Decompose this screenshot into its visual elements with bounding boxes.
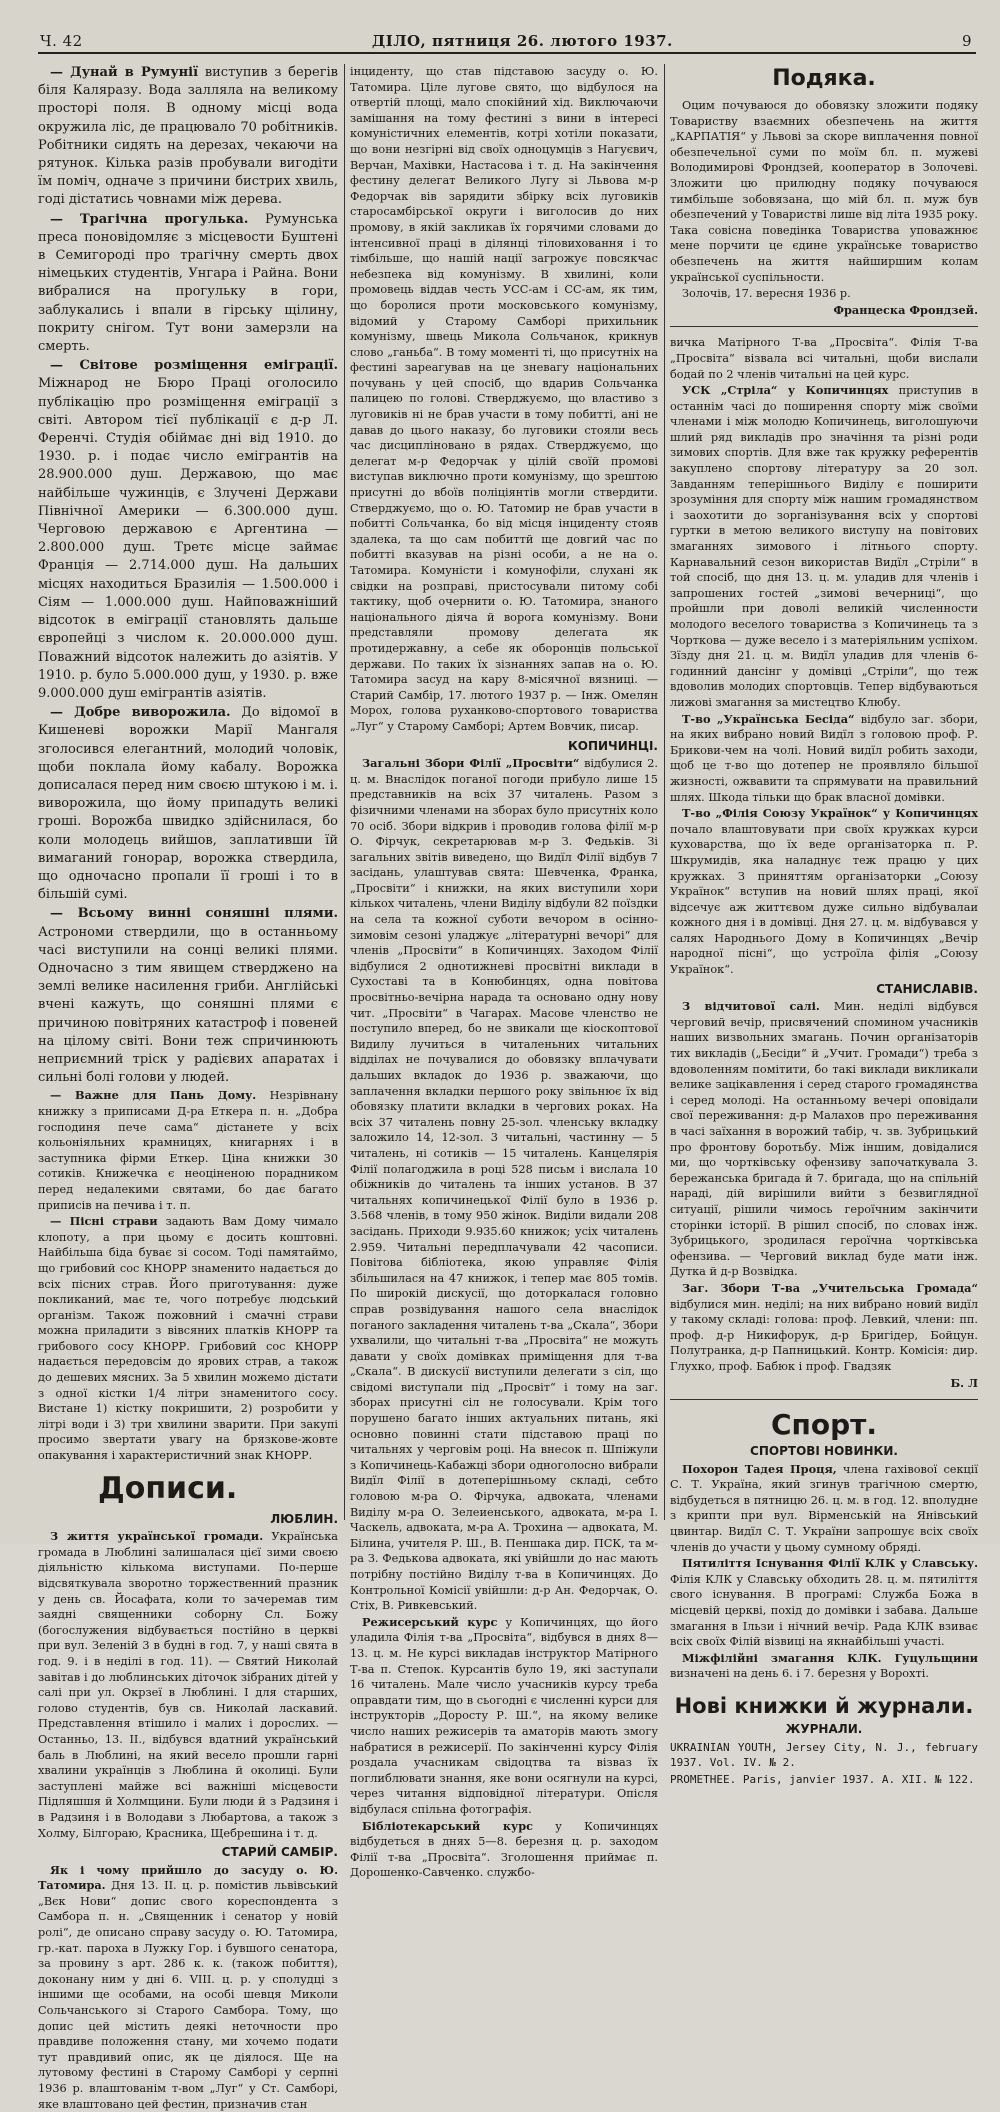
article-head: Загальні Збори Філії „Просвіти“ (362, 756, 580, 771)
thanks-signature: Францеска Фрондзей. (833, 302, 978, 317)
article-sambir-continued: інциденту, що став підставою засуду о. Ю. Татомира. Ціле лугове свято, що відбулося на отвертій площі, мало спокійний хід. Виключаючи замішання на тому фестині з вини в інтересі комуністичних елементів, котрі хотіли показати, що вони незгірні від своїх одноцумців з Нагуєвич, Верчан, Махівки, Настасова і т. д. На закінчення фестину делегат Великого Лугу зі Львова м-р Федорчак вів зарядити збірку всіх луговиків старосамбірської округи і виголосив до них промову, в якій закликав їх горячими словами до інтенсивної праці в ділянці тіловиховання і то тімбільше, що нашій нації загрожує повсякчас небезпека від комунізму. В хвилині, коли промовець віддав честь УСС-ам і СС-ам, як тим, що боролися проти московського комунізму, відомий у Старому Самборі прихильник комунізму, швець Микола Сольчанок, крикнув слово „ганьба“. В тому моменті ті, що присутніх на фестині зареагував на це зневагу національних почувань у цей спосіб, що вдарив Сольчанка палицею по голові. Стверджуємо, що властиво з луговиків ні не брав участи в тому побитті, ані не давав до цього наказу, бо луговики стояли весь час дисципліновано в рядах. Стверджуємо, що делегат м-р Федорчак у цілій своїй промові виступав виключно проти комунізму, що зрештою присутні до вбоїв поліціянтів могли ствердити. Стверджуємо, що о. Ю. Татомир не брав участи в побитті Сольчанка, бо від місця інциденту стояв здалека, та що сам побиттй ще довгий час по побитті вказував на різні особи, а не на о. Татомира. Комуністи і комунофіли, слухані як свідки на розправі, пристосували питому собі тактику, щоб очернити о. Ю. Татомира, знаного національного діяча й ворога комунізму. Вони представляли промову делегата як протидержавну, а себе як оборонців польської держави. По таких їх зізнаннях запав на о. Ю. Татомира засуд на кару 8-місячної вязниці. — Старий Самбір, 17. лютого 1937 р. — Інж. Омелян Морох, голова руханково-спортового товариства „Луг“ у Старому Самборі; Артем Вовчик, писар. (350, 65, 658, 733)
section-title-books: Нові книжки й журнали. (674, 1694, 974, 1718)
article-head: Похорон Тадея Проця, (682, 1461, 837, 1476)
news-head: — Всьому винні соняшні плями. (50, 906, 338, 922)
masthead (40, 30, 972, 52)
sport-news-item (670, 1462, 978, 1556)
article-text: Мин. неділі відбувся черговий вечір, присвячений спомином учасників наших визвольних змагань. Почин організаторів тих викладів („Бесіди“ й „Учит. Громади“) треба з вдоволенням помітити, бо такі виклади викликали велике зацікавлення і серед старого громадянства і серед молоді. На останньому вечері оповідали свої переживання: д-р Малахов про переживання в часі заїхання в ворожий табір, ч. зв. Зубрицький про фронтову боротьбу. Між іншим, довідалися ми, що чортківську офензиву започаткувала 3. бережанська бригада й 7. бригада, що на спільній нараді, дій вирішили вийти з безвиглядної ситуації, рішили чимось героїчним закінчити сторінки історії. В рішил спосіб, по словах інж. Зубрицького, зродилася героїчна чортківська офензива. — Черговий виклад буде мати інж. Дутка й д-р Возвідка. (670, 1000, 979, 1279)
sport-subtitle: СПОРТОВІ НОВИНКИ. (750, 1444, 898, 1459)
article-text: приступив в останнім часі до поширення спорту між своїми членами і між молодю Копичинець, виголошуючи шлий ряд викладів про значіння та різні роди зимових спортів. Для вже так кружку референтів закуплено спортову літературу за 20 зол. Завданням теперішнього Виділу є поширити зрозуміння для спорту між нашим громадянством і заохотити до зорганізування всіх у спортові гуртки в метою великого виступу на повітових змаганнях зимового і літнього спорту. Карнавальний сезон використав Видїл „Стріли“ в той спосіб, що дня 13. ц. м. уладив для членів і запрошених гостей „зимові вечерниці“, що пройшли при доволі великій численности молодого веселого товариства з Копичинець та з Чорткова — дуже весело і з матеріяльним успіхом. Зїзду дня 21. ц. м. Видїл уладив для членів 6-годинний дансінг у домівці „Стріли“, що теж вдоволив молодих спортовців. Тепер відбуваються лижові змагання за мистецтво Клюбу. (670, 384, 979, 709)
article-usk-strila (670, 383, 978, 710)
divider (670, 326, 978, 327)
article-text: Дня 13. II. ц. р. помістив львівський „Вєк Нови“ допис свого кореспондента з Самбора п. н. „Священник і сенатор у новій ролі“, де описано справу засуду о. Ю. Татомира, гр.-кат. пароха в Лужку Гор. і бувшого сенатора, за провину з арт. 286 к. к. (також побиття), доконану ним у дні 6. VIII. ц. р. у сполудці з іншими ще особами, на особі шевця Миколи Сольчанського зі Старого Самбора. Тому, що допис цей містить деякі неточности про правдиве положення стану, ми хочемо подати тут правдивий опис, як це діялося. Ще на лутовому фестині в Старому Самборі у серпні 1936 р. влаштованім т-вом „Луг“ у Ст. Самборі, яке влаштовано цей фестин, призначив стан (38, 1879, 338, 2111)
books-subtitle: ЖУРНАЛИ. (785, 1722, 863, 1736)
news-head: — Добре виворожила. (50, 705, 231, 721)
article-text: члена гахівової секції С. Т. Україна, який згинув трагічною смертю, відбудеться в пятницю 26. ц. м. в год. 12. вполудне з крипти при вул. Вірменській на Янівський цвинтар. Видїл С. Т. України запрошує всіх своїх членів до участи у цьому сумному обряді. (670, 1462, 979, 1554)
article-head: Пятиліття Існування Філії КЛК у Славську. (682, 1556, 978, 1571)
column-divider-2 (664, 64, 665, 1520)
news-section (38, 64, 338, 1087)
news-text: Румунська преса поновідомляє з місцевости Буштені в Семигороді про трагічну смерть двох німецьких студентів, Унгара і Райна. Вони вибралися на прогульку в гори, заблукались і впали в гірську щілину, покриту снігом. Тут вони замерзли на смерть. (38, 211, 338, 355)
section-title-sport: Спорт. (770, 1408, 878, 1442)
ad-text: Незрівнану книжку з приписами Д-ра Еткера п. н. „Добра господиня пече сама“ дістанете у всіх кольоніяльних крамницях, книгарнях і в заступника фірми Еткер. Ціна книжки 30 сотиків. Книжечка є неоціненою порадником перед недалекими святами, бо дає багато приписів на печива і т. п. (38, 1089, 338, 1212)
article-head: З відчитової салі. (682, 999, 820, 1014)
article-text: у Копичинцях, що його уладила Філія т-ва „Просвіта“, відбувся в днях 8—13. ц. м. Не курсі викладав інструктор Матірного Т-ва п. Степок. Курсантів було 19, які заступали 16 читалень. Мале число учасників курсу треба оправдати тим, що в сьогодні є численні курси для інструкторів „Доросту Р. Ш.“, на якому велике число наших режисерів та аматорів мають змогу набратися в режисерії. По закінченні курсу Філія роздала учасникам свідоцтва та візваз їх поглиблювати знання, яке вони осягнули на курсі, через читання відповідної літератури. Опісля відбулася спільна фотографія. (350, 1615, 659, 1816)
ad-head: — Важне для Пань Дому. (50, 1088, 257, 1103)
header-rule (38, 52, 976, 54)
article-lecture-hall (670, 999, 978, 1280)
article-signature: Б. Л (950, 1375, 978, 1390)
news-item (38, 357, 338, 703)
article-text: відбуло заг. збори, на яких вибрано новий Видїл з головою проф. Р. Брикови-чем на чолі. Новий видїл робить заходи, щоб це т-во що дотепер не проявляло більшої жизності, ожвавити та спрямувати на правильний шлях. Шкода тільки що брак власної домівки. (670, 712, 978, 804)
page-number-left: Ч. 42 (40, 32, 83, 50)
thanks-text: Оцим почуваюся до обовязку зложити подяку Товариству взаємних обезпечень на життя „КАРПАТІЯ“ у Львові за скоре виплачення повної обезпечельної суми по моїм бл. п. мужеві Володимирові Фрондзей, кооператор в Золочеві. Зложити цю прилюдну подяку почуваюся тимбільше зобовязана, що мій бл. п. муж був обезпечений у Товаристві лише від літа 1935 року. Така совісна поведінка Товариства уповажнює мене порчити це єдине українське товариство обезпечень на життя найширшим колам української суспільности. (670, 99, 978, 284)
article-head: Заг. Збори Т-ва „Учительська Громада“ (682, 1280, 978, 1295)
journal-entry: PROMETHEE. Paris, janvier 1937. A. XII. № 122. (670, 1772, 975, 1786)
article-text: Філія КЛК у Славську обходить 28. ц. м. пятиліття свого існування. В програмі: Служба Божа в місцевій церкві, похід до домівки і забава. Дальше змагання в Ільзи і нічний вечір. Рада КЛК взиває всіх своїх Філій візвиці на якнайбільші участі. (670, 1572, 978, 1649)
article-head: Режисерський курс (362, 1614, 498, 1629)
article-head: Бібліотекарський курс (362, 1818, 534, 1833)
news-item (38, 64, 338, 210)
article-text: у Копичинцях відбудеться в днях 5—8. березня ц. р. заходом Філії т-ва „Просвіта“. Зголошення приймає п. Дорошенко-Савченко. службо- (350, 1819, 659, 1880)
place-kopychyntsi: КОПИЧИНЦІ. (567, 738, 658, 753)
article-head: Т-во „Філія Союзу Українок“ у Копичинцях (682, 806, 978, 821)
article-teachers-society (670, 1281, 978, 1375)
article-text: почало влаштовувати при своїх кружках курси куховарства, що їх веде організаторка п. Р. Шкрумидів, яка наладнує теж працю у цих кружках. З приняттям організаторки „Союзу Українок“ вступив на новий шлях праці, якої відсечує аж життєвом дуже сильно відбувалаи кожного дня і в домівці. Дня 27. ц. м. відбувався у салях Народнього Дому в Копичинцях „Вечір народної пісні“, що устроїла філія „Союзу Українок“. (670, 822, 978, 977)
section-title-dopysy: Дописи. (98, 1470, 238, 1506)
place-lublin: ЛЮБЛИН. (270, 1511, 338, 1526)
news-head: — Трагічна прогулька. (50, 211, 249, 227)
article-lublin (38, 1529, 338, 1841)
sport-news-item (670, 1651, 978, 1682)
news-text: Астрономи ствердили, що в останньому часі виступили на сонці великі плями. Одночасно з тим явищем стверджено на землі велике насилення гриби. Англійські вчені кажуть, що соняшні плями є причиною повітряних катастроф і повеней на цілому світі. Вони теж спричинюють неприємний тріск у радієвих апаратах і сильні болі голови у людей. (38, 924, 338, 1086)
place-staryi-sambir: СТАРИЙ САМБІР. (221, 1845, 338, 1860)
news-head: — Дунай в Румунії (50, 65, 199, 80)
ad-text: задають Вам Дому чимало клопоту, а при цьому є досить коштовні. Найбільша біда буває зі сосом. Тоді памятаймо, що грибовий сос КНОРР знаменито надається до всіх пісних страв. Його приготування: дуже покликаний, має те, чого потребує людський організм. Також пожовний і смачні страви можна приладити з вівсяних платків КНОРР та грибового сосу КНОРР. Грибовий сос КНОРР надається передовсім до ярових страв, а також до дешевих мясних. За 5 хвилин можемо дістати з одної кістки 1/4 літри знаменитого сосу. Вистане 1) кістку покришити, 2) розробити у літрі води і 3) три хвилини зварити. При закупі просимо звертати увагу на брязкове-жовте опакування і характеристичний знак КНОРР. (38, 1215, 339, 1463)
column-2 (350, 64, 659, 1880)
news-text: Міжнарод не Бюро Праці оголосило публікацію про розміщення еміграції з світі. Автором тієї публікації є д-р Л. Ференчі. Студія обіймає дні від 1910. до 1930. р. і подає число емігрантів на 28.900.000 душ. Державою, що має найбільше чужинців, є Злучені Держави Північної Америки — 6.300.000 душ. Черговою державою є Аргентина — 2.800.000 душ. Третє місце займає Франція — 2.714.000 душ. На дальших місцях находиться Бразилія — 1.500.000 і Сіям — 1.000.000 душ. Найповажніший відсоток в еміграції становлять дальше європейці з числом к. 20.000.000 душ. Поважний відсоток належить до азіятів. У 1910. р. було 5.000.000 душ, у 1930. р. вже 9.000.000 душ емігрантів азіятів. (38, 376, 338, 701)
divider (670, 1399, 978, 1400)
article-text: відбулися 2. ц. м. Внаслідок поганої погоди прибуло лише 15 представників на всіх 37 читалень. Разом з фізичними членами на зборах було присутніх коло 70 осіб. Збори відкрив і проводив голова філії м-р О. Фірчук, секретарював м-р З. Федьків. Зі загальних звітів виведено, що Видїл Філії відбув 7 засідань, улаштував свята: Шевченка, Франка, „Просвіти“ і книжки, на яких виступили хори кількох читалень, члени Виділу відбули 82 поїздки на села та кожної суботи вечором в осінно-зимовім сезоні уладжує „літературні вечорі“ для членів „Просвіти“ в Копичинцях. Заходом Філії відбулися 2 однотижневі просвітні виклади в Сухоставі та в Конюбинцях, одна повітова просвітньо-вечірна нарада та основано одну нову чит. „Просвіти“ в Чагарах. Масове членство не поступило вперед, бо не звикали ще кіоскоптової Видилу лучиться в читаленьних читальних відділах не почувалися до обовязку вплачувати дальших вкладок до 1936 р. зважаючи, що заплачення вкладки першого року звільнює їх від обовязку платити вкладки в чергових роках. На всіх 37 читалень повну 25-зол. членську вкладку заложило 14, 12-зол. 3 читальні, частинну — 5 читалень, ні сотиків — 15 читалень. Канцелярія Філії полагоджила в році 528 письм і вислала 10 обіжників до читалень та інших установ. В 37 читальнях копичинецької Філії було в 1936 р. 3.568 членів, в тому 950 жінок. Виділи видали 208 засідань. Приходи 9.935.60 книжок; усіх читалень 2.959. Читальні передплачували 42 часописи. Повітова бібліотека, якою управляє Філія збільшилася на 47 книжок, і тепер має 805 томів. По широкій дискусії, що доторкалася головно справ розвідування нашого села внаслідок поганого закладення читалень т-ва „Скала“, Збори ухвалили, що читальні т-ва „Просвіта“ не можуть давати у своїх домівках приміщення для т-ва „Скала“. В дискусії виступили делегати з сіл, що свідомі виступали під „Просвіт“ і тому на заг. зборах присутні сіл не голосували. Крім того порушено багато інших актуальних питань, які основно повинні стати підставою праці по читальнях у черговім році. На внесок п. Шпіжули з Копичинець-Кабажці збори одноголосно вибрали Видїл Філії в дотеперішньому складі, себто головою м-ра О. Фірчука, адвоката, членами Виділу м-ра О. Зелеиенського, адвоката, м-ра І. Часкель, адвоката, м-ра А. Трохина — адвоката, М. Білина, учителя Р. Ш., В. Пеншака дир. ПСК, та м-ра З. Федькова адвоката, які увійшли до нас мають потрібну постійно Виділу т-ва в Копичинцях. До Контрольної Комісії увійшли: д-р Ан. Федорчак, О. Стіх, В. Ривкевський. (350, 757, 659, 1613)
column-divider-1 (344, 64, 345, 1520)
column-1 (38, 64, 339, 2111)
journal-entry: UKRAINIAN YOUTH, Jersey City, N. J., february 1937. Vol. IV. № 2. (670, 1740, 978, 1770)
article-sambir (38, 1863, 338, 2112)
thanks-date: Золочів, 17. вересня 1936 р. (682, 287, 851, 301)
article-course-continued: вичка Матірного Т-ва „Просвіта“. Філія Т-ва „Просвіта“ візвала всі читальні, щоби вислали бодай по 2 членів читальні на цей курс. (670, 336, 978, 381)
ad-item (38, 1088, 338, 1213)
thanks-notice (670, 64, 978, 318)
thanks-title: Подяка. (772, 66, 876, 91)
news-text: виступив з берегів біля Каляразу. Вода залляла на великому просторі поля. В одному місці вода окружила ліс, де працювало 70 робітників. Робітники сидять на дерезах, чекаючи на рятунок. Кілька разів пробували вигодіти їм поміч, одначе з причини бистрих хвиль, годі дістатись човнами між дерева. (38, 65, 338, 208)
page-number-right: 9 (961, 32, 972, 50)
article-library-course (350, 1819, 658, 1881)
article-head: УСК „Стріла“ у Копичинцях (682, 383, 889, 398)
article-directing-course (350, 1615, 658, 1818)
article-head: З життя української громади. (50, 1529, 264, 1544)
article-head: Т-во „Українська Бесіда“ (682, 711, 855, 726)
article-text: відбулися мин. неділі; на них вибрано новий видїл у такому складі: голова: проф. Левкий, члени: пп. проф. д-р Никифорук, д-р Бригідер, Бойцун. Полутранка, д-р Папницький. Контр. Комісія: дир. Глухко, проф. Бабюк і проф. Гвадзяк (670, 1297, 978, 1373)
news-item (38, 905, 338, 1087)
article-head: Як і чому прийшло до засуду о. Ю. Татомира. (38, 1862, 338, 1893)
article-text: визначені на день 6. і 7. березня у Ворохті. (670, 1667, 929, 1681)
article-text: Українська громада в Люблині залишалася цієї зими своєю діяльністю кількома виступами. По-перше відсвяткувала зворотно торжественний празник у день св. Йосафата, коли то зачеремав тим заядні священники соборну Сл. Божу (богослужения відбувається постійно в церкві при вул. Зеленій 3 в будні в год. 7, у наші свята в год. 9. і в неділі в год. 11). — Святий Николай завітав і до люблинських діточок зібраних дітей у салі при ул. Окрзеї в Люблині. І для старших, голово студентів, був св. Николай ласкавий. Представлення втішило і малих і дорослих. — Останньо, 13. II., відбувся вдатний український баль в Люблині, на який весело прошли гарні хвалини українців з Люблина й околиці. Були заступлені майже всі важніші місцевости Підляшшя й Холмщини. Були люди й з Радзиня і в Радзиня і в Володави з Любартова, а також з Холму, Білгораю, Красника, Щебрешина і т. д. (38, 1530, 338, 1840)
news-text: До відомої в Кишеневі ворожки Марії Мангаля зголосився елегантний, молодий чоловік, щоби поклала йому кабалу. Ворожка дописалася перед ним своєю штукою і м. і. виворожила, що йому припадуть великі гроші. Ворожба швидко здійснилася, бо коли молодець вийшов, заплативши їй вимаганий гонорар, ворожка ствердила, що одночасно пропали її гроші і то в більшій сумі. (38, 705, 338, 903)
masthead-title: ДІЛО, пятниця 26. лютого 1937. (371, 32, 673, 50)
article-head: Міжфілійні змагання КЛК. Гуцульщини (682, 1650, 978, 1665)
news-head: — Світове розміщення еміграції. (50, 358, 338, 374)
column-3 (670, 64, 979, 1786)
article-beseda (670, 712, 978, 806)
news-item (38, 211, 338, 357)
ad-head: — Пісні страви (50, 1214, 158, 1229)
sport-news-item (670, 1556, 978, 1650)
article-soyuz-ukrainok (670, 806, 978, 978)
ad-item (38, 1214, 338, 1464)
article-prosvita-meeting (350, 756, 658, 1614)
news-item (38, 704, 338, 904)
place-stanyslaviv: СТАНИСЛАВІВ. (876, 981, 978, 996)
